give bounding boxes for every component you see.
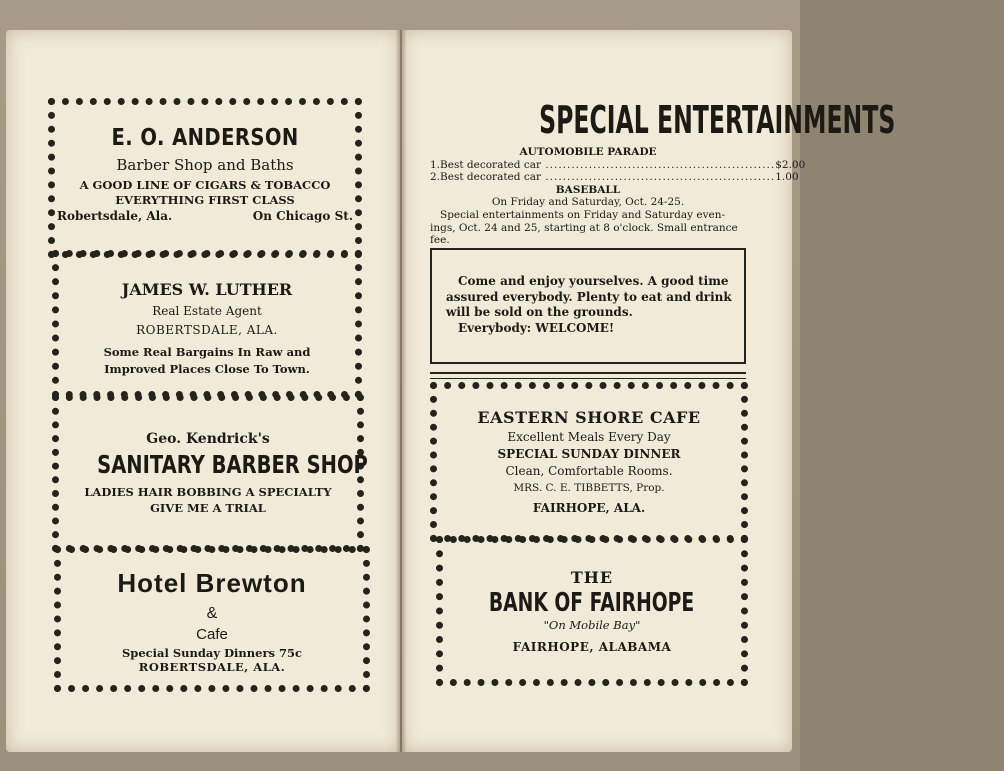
anderson-name: E. O. ANDERSON	[111, 125, 299, 151]
luther-line3: Some Real Bargains In Raw and	[103, 344, 311, 359]
page-gutter	[396, 30, 406, 752]
note-line1: Special entertainments on Friday and Saturday even-	[440, 208, 726, 221]
leader-dots: .....................................................	[540, 171, 776, 184]
luther-name: JAMES W. LUTHER	[121, 280, 293, 299]
welcome-line4: Everybody: WELCOME!	[458, 320, 615, 335]
entertainments-body	[430, 146, 806, 247]
welcome-line3: will be sold on the grounds.	[446, 305, 633, 320]
baseball-heading: BASEBALL	[555, 183, 621, 196]
ad-sanitary-barber-shop	[52, 394, 368, 552]
kendrick-title-wrap	[59, 450, 368, 480]
prize-num: 1.	[430, 158, 441, 171]
anderson-line3: EVERYTHING FIRST CLASS	[115, 192, 295, 207]
cafe-line2: SPECIAL SUNDAY DINNER	[497, 447, 681, 462]
note-line3: fee.	[430, 234, 450, 247]
baseball-dates: On Friday and Saturday, Oct. 24-25.	[491, 196, 685, 209]
brewton-cafe: Cafe	[196, 626, 228, 644]
kendrick-line3: GIVE ME A TRIAL	[150, 501, 266, 516]
leader-dots: .....................................................	[540, 158, 776, 171]
luther-line1: Real Estate Agent	[152, 304, 262, 319]
brewton-name: Hotel Brewton	[117, 568, 307, 598]
brewton-line1: Special Sunday Dinners 75c	[122, 645, 302, 660]
ad-title	[55, 125, 355, 151]
prize-amount: 1.00	[775, 171, 799, 184]
prize-amount: $2.00	[775, 158, 806, 171]
prize-label: Best decorated car	[440, 171, 541, 184]
ad-eo-anderson	[48, 98, 362, 258]
ad-eastern-shore-cafe	[430, 382, 748, 542]
bank-line2: "On Mobile Bay"	[543, 618, 641, 633]
anderson-location-row	[55, 209, 355, 223]
entertainments-title-wrap	[430, 98, 896, 142]
bank-line3: FAIRHOPE, ALABAMA	[512, 639, 672, 654]
ad-bank-of-fairhope	[436, 536, 748, 686]
kendrick-line1: Geo. Kendrick's	[146, 431, 270, 447]
cafe-line1: Excellent Meals Every Day	[507, 430, 671, 445]
welcome-line2: assured everybody. Plenty to eat and drink	[446, 289, 732, 304]
ad-hotel-brewton	[54, 546, 370, 692]
bank-title-wrap	[443, 589, 741, 619]
brewton-amp: &	[206, 604, 218, 622]
section-divider	[430, 372, 746, 379]
prize-num: 2.	[430, 171, 441, 184]
cafe-line5: FAIRHOPE, ALA.	[532, 500, 646, 515]
note-line2: ings, Oct. 24 and 25, starting at 8 o'clock. Small entrance	[430, 221, 738, 234]
cafe-line3: Clean, Comfortable Rooms.	[505, 463, 673, 478]
parade-heading: AUTOMOBILE PARADE	[519, 146, 657, 158]
anderson-line1: Barber Shop and Baths	[116, 156, 294, 175]
prize-row-2	[430, 171, 799, 184]
bank-line1: THE	[570, 568, 614, 587]
prize-row-1	[430, 158, 806, 172]
bank-name: BANK OF FAIRHOPE	[489, 588, 695, 619]
luther-line2: ROBERTSDALE, ALA.	[136, 323, 278, 338]
prize-label: Best decorated car	[440, 158, 541, 171]
welcome-box	[430, 248, 746, 364]
anderson-line2: A GOOD LINE OF CIGARS & TOBACCO	[79, 177, 331, 192]
kendrick-line2: LADIES HAIR BOBBING A SPECIALTY	[84, 484, 332, 499]
welcome-line1: Come and enjoy yourselves. A good time	[458, 274, 729, 288]
entertainments-title: SPECIAL ENTERTAINMENTS	[539, 98, 896, 142]
anderson-street: On Chicago St.	[252, 209, 353, 224]
luther-line4: Improved Places Close To Town.	[104, 362, 310, 377]
brewton-line2: ROBERTSDALE, ALA.	[138, 659, 286, 674]
anderson-town: Robertsdale, Ala.	[57, 209, 173, 224]
kendrick-name: SANITARY BARBER SHOP	[97, 450, 368, 480]
cafe-name: EASTERN SHORE CAFE	[477, 408, 701, 427]
cafe-line4: MRS. C. E. TIBBETTS, Prop.	[513, 481, 665, 494]
ad-james-luther	[52, 250, 362, 398]
